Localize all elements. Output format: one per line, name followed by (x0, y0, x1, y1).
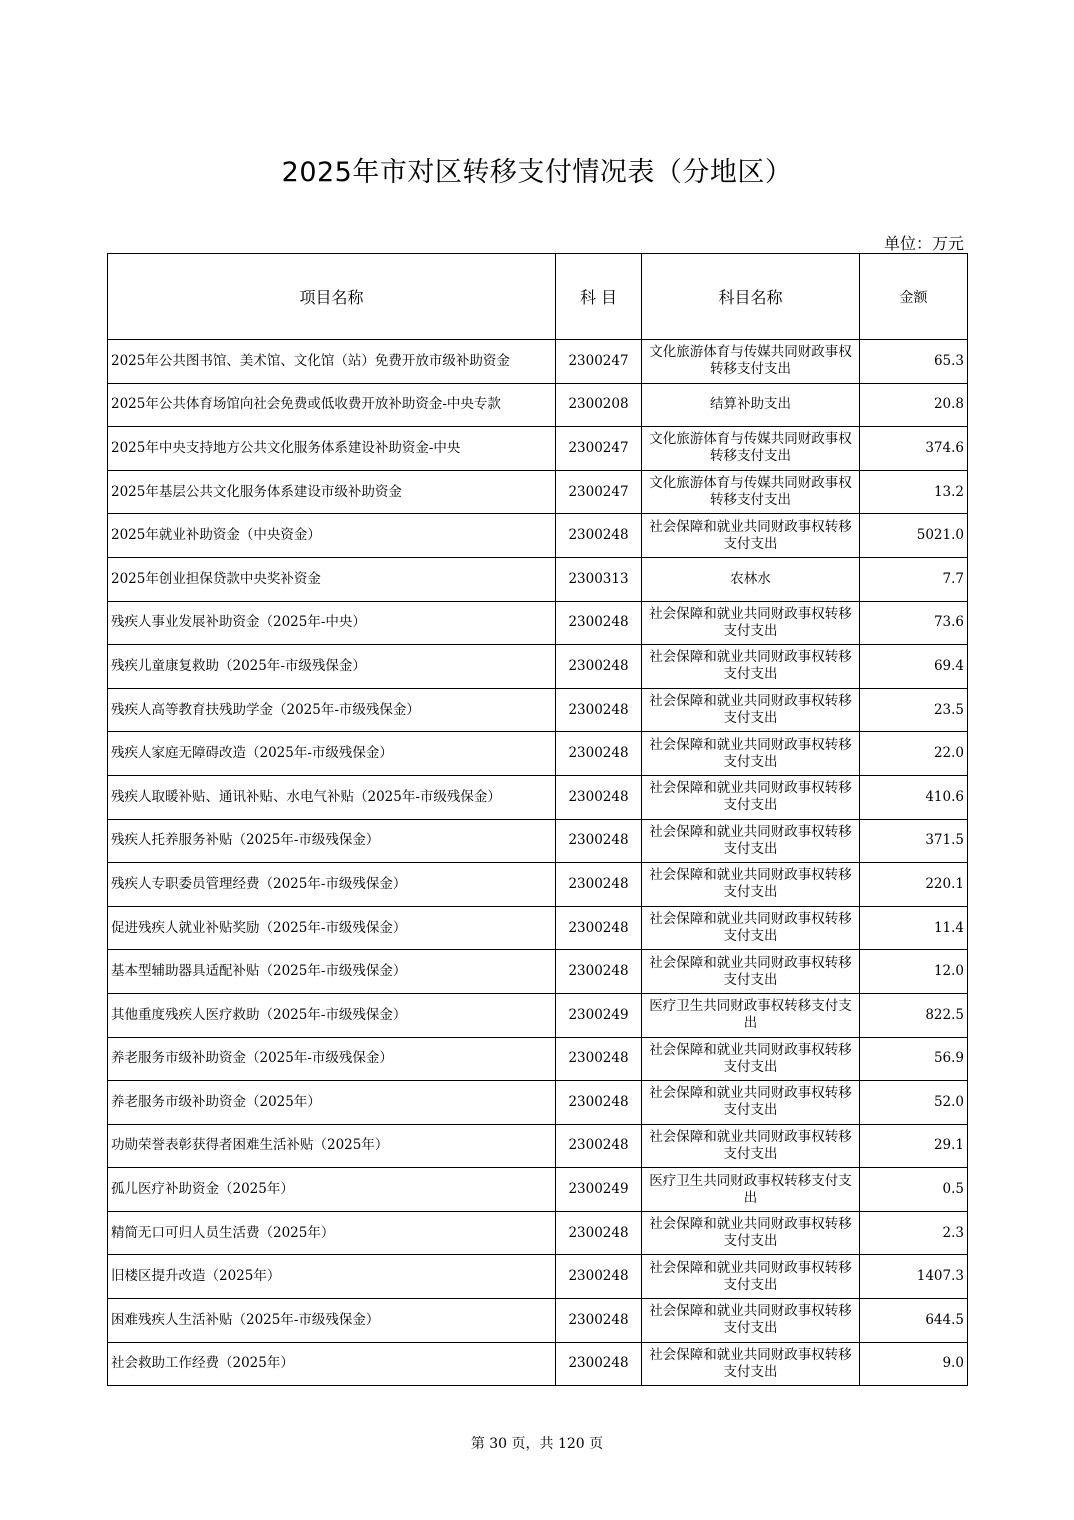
subject-name-cell: 社会保障和就业共同财政事权转移支付支出 (642, 514, 860, 558)
amount-cell: 0.5 (860, 1168, 968, 1212)
amount-cell: 9.0 (860, 1342, 968, 1386)
amount-cell: 2.3 (860, 1211, 968, 1255)
amount-cell: 56.9 (860, 1037, 968, 1081)
table-row (108, 1299, 968, 1343)
table-body (108, 340, 968, 1386)
project-name-cell: 残疾儿童康复救助（2025年-市级残保金） (108, 645, 556, 689)
amount-cell: 12.0 (860, 950, 968, 994)
table-row (108, 819, 968, 863)
subject-name-cell: 文化旅游体育与传媒共同财政事权转移支付支出 (642, 470, 860, 514)
unit-label: 单位：万元 (883, 234, 964, 253)
table-row (108, 993, 968, 1037)
amount-cell: 65.3 (860, 340, 968, 384)
amount-cell: 13.2 (860, 470, 968, 514)
project-name-cell: 困难残疾人生活补贴（2025年-市级残保金） (108, 1299, 556, 1343)
project-name-cell: 残疾人高等教育扶残助学金（2025年-市级残保金） (108, 688, 556, 732)
subject-code-cell: 2300249 (556, 993, 642, 1037)
subject-code-cell: 2300248 (556, 688, 642, 732)
project-name-cell: 2025年创业担保贷款中央奖补资金 (108, 557, 556, 601)
table-row (108, 1255, 968, 1299)
subject-code-cell: 2300208 (556, 383, 642, 427)
project-name-cell: 孤儿医疗补助资金（2025年） (108, 1168, 556, 1212)
subject-code-cell: 2300248 (556, 732, 642, 776)
table-row (108, 775, 968, 819)
subject-name-cell: 医疗卫生共同财政事权转移支付支出 (642, 1168, 860, 1212)
subject-name-cell: 社会保障和就业共同财政事权转移支付支出 (642, 688, 860, 732)
header-subject-name: 科目名称 (642, 254, 860, 340)
table-row (108, 601, 968, 645)
project-name-cell: 2025年公共体育场馆向社会免费或低收费开放补助资金-中央专款 (108, 383, 556, 427)
amount-cell: 7.7 (860, 557, 968, 601)
subject-name-cell: 医疗卫生共同财政事权转移支付支出 (642, 993, 860, 1037)
subject-name-cell: 社会保障和就业共同财政事权转移支付支出 (642, 775, 860, 819)
table-row (108, 427, 968, 471)
table-row (108, 1037, 968, 1081)
table-row (108, 1124, 968, 1168)
subject-code-cell: 2300248 (556, 1124, 642, 1168)
amount-cell: 23.5 (860, 688, 968, 732)
amount-cell: 73.6 (860, 601, 968, 645)
subject-code-cell: 2300248 (556, 775, 642, 819)
header-amount: 金额 (860, 254, 968, 340)
project-name-cell: 残疾人取暖补贴、通讯补贴、水电气补贴（2025年-市级残保金） (108, 775, 556, 819)
table-row (108, 950, 968, 994)
project-name-cell: 促进残疾人就业补贴奖励（2025年-市级残保金） (108, 906, 556, 950)
amount-cell: 11.4 (860, 906, 968, 950)
table-row (108, 1211, 968, 1255)
subject-name-cell: 社会保障和就业共同财政事权转移支付支出 (642, 819, 860, 863)
subject-name-cell: 社会保障和就业共同财政事权转移支付支出 (642, 906, 860, 950)
subject-code-cell: 2300313 (556, 557, 642, 601)
project-name-cell: 功勋荣誉表彰获得者困难生活补贴（2025年） (108, 1124, 556, 1168)
subject-code-cell: 2300248 (556, 1037, 642, 1081)
subject-code-cell: 2300247 (556, 427, 642, 471)
project-name-cell: 2025年中央支持地方公共文化服务体系建设补助资金-中央 (108, 427, 556, 471)
project-name-cell: 残疾人专职委员管理经费（2025年-市级残保金） (108, 863, 556, 907)
table-row (108, 383, 968, 427)
table-row (108, 557, 968, 601)
subject-code-cell: 2300248 (556, 906, 642, 950)
subject-name-cell: 社会保障和就业共同财政事权转移支付支出 (642, 1081, 860, 1125)
subject-name-cell: 文化旅游体育与传媒共同财政事权转移支付支出 (642, 340, 860, 384)
amount-cell: 410.6 (860, 775, 968, 819)
project-name-cell: 2025年公共图书馆、美术馆、文化馆（站）免费开放市级补助资金 (108, 340, 556, 384)
subject-name-cell: 社会保障和就业共同财政事权转移支付支出 (642, 601, 860, 645)
project-name-cell: 基本型辅助器具适配补贴（2025年-市级残保金） (108, 950, 556, 994)
subject-name-cell: 社会保障和就业共同财政事权转移支付支出 (642, 1037, 860, 1081)
table-row (108, 906, 968, 950)
table-row (108, 470, 968, 514)
subject-code-cell: 2300248 (556, 863, 642, 907)
table-row (108, 645, 968, 689)
table-row (108, 514, 968, 558)
amount-cell: 5021.0 (860, 514, 968, 558)
table-row (108, 1168, 968, 1212)
subject-code-cell: 2300247 (556, 470, 642, 514)
subject-code-cell: 2300248 (556, 1299, 642, 1343)
subject-code-cell: 2300248 (556, 1342, 642, 1386)
project-name-cell: 2025年基层公共文化服务体系建设市级补助资金 (108, 470, 556, 514)
subject-code-cell: 2300248 (556, 1081, 642, 1125)
amount-cell: 371.5 (860, 819, 968, 863)
amount-cell: 374.6 (860, 427, 968, 471)
amount-cell: 69.4 (860, 645, 968, 689)
subject-name-cell: 社会保障和就业共同财政事权转移支付支出 (642, 1342, 860, 1386)
transfer-payment-table (107, 253, 968, 1386)
subject-code-cell: 2300249 (556, 1168, 642, 1212)
table-row (108, 340, 968, 384)
subject-code-cell: 2300248 (556, 819, 642, 863)
project-name-cell: 养老服务市级补助资金（2025年） (108, 1081, 556, 1125)
subject-name-cell: 文化旅游体育与传媒共同财政事权转移支付支出 (642, 427, 860, 471)
amount-cell: 20.8 (860, 383, 968, 427)
project-name-cell: 养老服务市级补助资金（2025年-市级残保金） (108, 1037, 556, 1081)
project-name-cell: 残疾人家庭无障碍改造（2025年-市级残保金） (108, 732, 556, 776)
subject-code-cell: 2300248 (556, 645, 642, 689)
subject-code-cell: 2300248 (556, 514, 642, 558)
project-name-cell: 旧楼区提升改造（2025年） (108, 1255, 556, 1299)
subject-code-cell: 2300247 (556, 340, 642, 384)
amount-cell: 1407.3 (860, 1255, 968, 1299)
header-subject-code: 科 目 (556, 254, 642, 340)
table-row (108, 1081, 968, 1125)
subject-code-cell: 2300248 (556, 950, 642, 994)
subject-name-cell: 社会保障和就业共同财政事权转移支付支出 (642, 863, 860, 907)
amount-cell: 644.5 (860, 1299, 968, 1343)
table-row (108, 863, 968, 907)
subject-code-cell: 2300248 (556, 1255, 642, 1299)
subject-name-cell: 社会保障和就业共同财政事权转移支付支出 (642, 732, 860, 776)
page-footer: 第 30 页，共 120 页 (470, 1436, 604, 1452)
subject-name-cell: 农林水 (642, 557, 860, 601)
table-row (108, 688, 968, 732)
subject-name-cell: 社会保障和就业共同财政事权转移支付支出 (642, 645, 860, 689)
project-name-cell: 残疾人事业发展补助资金（2025年-中央） (108, 601, 556, 645)
subject-name-cell: 社会保障和就业共同财政事权转移支付支出 (642, 950, 860, 994)
subject-name-cell: 社会保障和就业共同财政事权转移支付支出 (642, 1299, 860, 1343)
table-row (108, 732, 968, 776)
project-name-cell: 社会救助工作经费（2025年） (108, 1342, 556, 1386)
amount-cell: 52.0 (860, 1081, 968, 1125)
table-row (108, 1342, 968, 1386)
subject-name-cell: 社会保障和就业共同财政事权转移支付支出 (642, 1124, 860, 1168)
project-name-cell: 2025年就业补助资金（中央资金） (108, 514, 556, 558)
project-name-cell: 其他重度残疾人医疗救助（2025年-市级残保金） (108, 993, 556, 1037)
subject-name-cell: 结算补助支出 (642, 383, 860, 427)
amount-cell: 220.1 (860, 863, 968, 907)
amount-cell: 822.5 (860, 993, 968, 1037)
subject-name-cell: 社会保障和就业共同财政事权转移支付支出 (642, 1211, 860, 1255)
table-header-row (108, 254, 968, 340)
subject-code-cell: 2300248 (556, 1211, 642, 1255)
amount-cell: 22.0 (860, 732, 968, 776)
page-title: 2025年市对区转移支付情况表（分地区） (281, 157, 793, 188)
amount-cell: 29.1 (860, 1124, 968, 1168)
header-project-name: 项目名称 (108, 254, 556, 340)
subject-name-cell: 社会保障和就业共同财政事权转移支付支出 (642, 1255, 860, 1299)
subject-code-cell: 2300248 (556, 601, 642, 645)
project-name-cell: 精简无口可归人员生活费（2025年） (108, 1211, 556, 1255)
project-name-cell: 残疾人托养服务补贴（2025年-市级残保金） (108, 819, 556, 863)
